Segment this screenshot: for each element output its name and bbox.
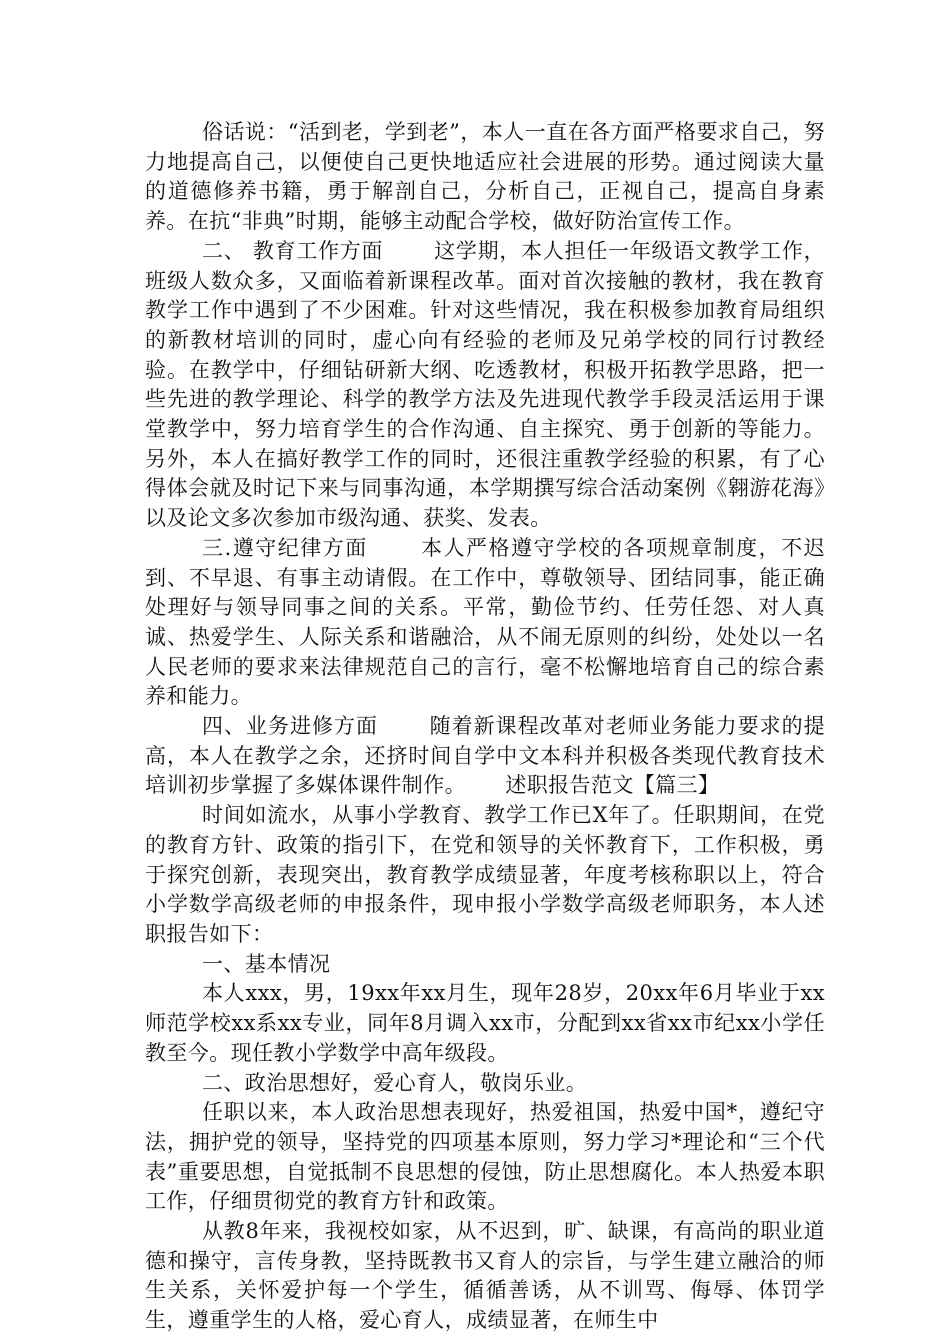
paragraph-teaching-years: 从教8年来，我视校如家，从不迟到，旷、缺课，有高尚的职业道德和操守，言传身教，坚持既教书又育人的宗旨，与学生建立融洽的师生关系，关怀爱护每一个学生，循循善诱，从不训骂、侮辱、体罚学生，遵重学生的人格，爱心育人，成绩显著，在师生中	[145, 1219, 825, 1333]
paragraph-professional-study: 四、业务进修方面 随着新课程改革对老师业务能力要求的提高，本人在教学之余，还挤时间自学中文本科并积极各类现代教育技术培训初步掌握了多媒体课件制作。 述职报告范文【篇三】	[145, 714, 825, 798]
paragraph-report-opening: 时间如流水，从事小学教育、教学工作已X年了。任职期间，在党的教育方针、政策的指引下，在党和领导的关怀教育下，工作积极，勇于探究创新，表现突出，教育教学成绩显著，年度考核称职以上，符合小学数学高级老师的申报条件，现申报小学数学高级老师职务，本人述职报告如下：	[145, 803, 825, 946]
paragraph-intro: 俗话说：“活到老，学到老”，本人一直在各方面严格要求自己，努力地提高自己，以便使自己更快地适应社会进展的形势。通过阅读大量的道德修养书籍，勇于解剖自己，分析自己，正视自己，提高自身素养。在抗“非典”时期，能够主动配合学校，做好防治宣传工作。	[145, 120, 825, 234]
paragraph-political: 任职以来，本人政治思想表现好，热爱祖国，热爱中国*，遵纪守法，拥护党的领导，坚持党的四项基本原则，努力学习*理论和“三个代表”重要思想，自觉抵制不良思想的侵蚀，防止思想腐化。本人热爱本职工作，仔细贯彻党的教育方针和政策。	[145, 1100, 825, 1214]
paragraph-teaching-work: 二、 教育工作方面 这学期，本人担任一年级语文教学工作，班级人数众多，又面临着新课程改革。面对首次接触的教材，我在教育教学工作中遇到了不少困难。针对这些情况，我在积极参加教育局组织的新教材培训的同时，虚心向有经验的老师及兄弟学校的同行讨教经验。在教学中，仔细钻研新大纲、吃透教材，积极开拓教学思路，把一些先进的教学理论、科学的教学方法及先进现代教学手段灵活运用于课堂教学中，努力培育学生的合作沟通、自主探究、勇于创新的等能力。另外，本人在搞好教学工作的同时，还很注重教学经验的积累，有了心得体会就及时记下来与同事沟通，本学期撰写综合活动案例《翱游花海》以及论文多次参加市级沟通、获奖、发表。	[145, 238, 825, 531]
section-heading-political: 二、政治思想好，爱心育人，敬岗乐业。	[202, 1070, 588, 1095]
paragraph-basic-info: 本人xxx，男，19xx年xx月生，现年28岁，20xx年6月毕业于xx师范学校xx系xx专业，同年8月调入xx市，分配到xx省xx市纪xx小学任教至今。现任教小学数学中高年级段。	[145, 981, 825, 1065]
section-heading-basic-info: 一、基本情况	[202, 951, 331, 976]
paragraph-discipline: 三.遵守纪律方面 本人严格遵守学校的各项规章制度，不迟到、不早退、有事主动请假。在工作中，尊敬领导、团结同事，能正确处理好与领导同事之间的关系。平常，勤俭节约、任劳任怨、对人真诚、热爱学生、人际关系和谐融洽，从不闹无原则的纠纷，处处以一名人民老师的要求来法律规范自己的言行，毫不松懈地培育自己的综合素养和能力。	[145, 535, 825, 709]
document-page	[145, 118, 825, 1336]
